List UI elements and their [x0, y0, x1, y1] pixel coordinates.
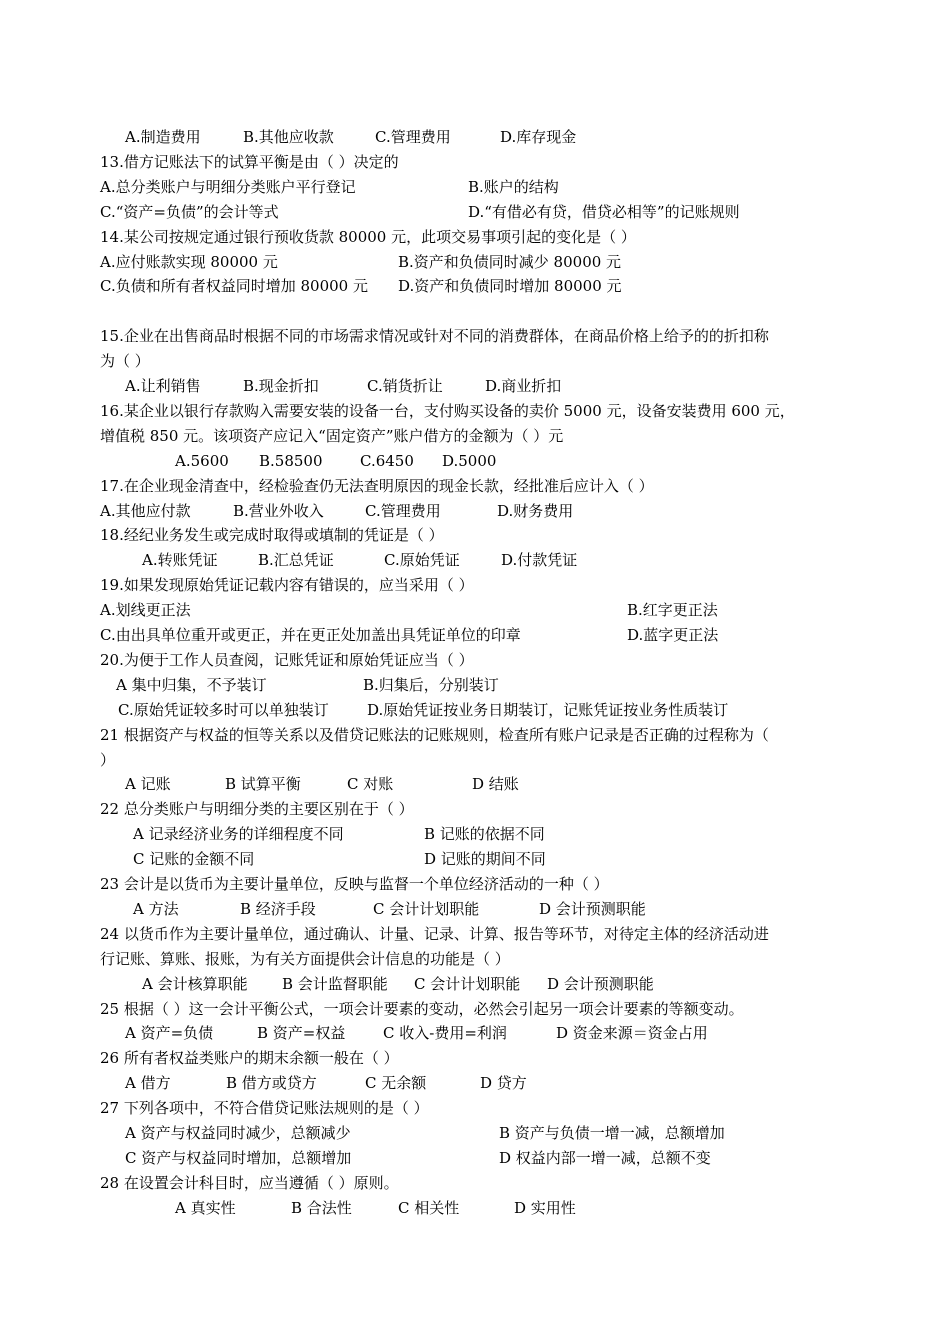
answer-option: B.汇总凭证	[258, 551, 334, 570]
question-text: 21 根据资产与权益的恒等关系以及借贷记账法的记账规则，检查所有账户记录是否正确的过程称为（	[100, 725, 769, 744]
answer-option: B 会计监督职能	[282, 974, 388, 993]
question-text: 18.经纪业务发生或完成时取得或填制的凭证是（ ）	[100, 526, 444, 545]
answer-option: A 资产=负债	[125, 1024, 214, 1043]
question-text: 27 下列各项中，不符合借贷记账法规则的是（ ）	[100, 1099, 429, 1118]
answer-option: C 会计计划职能	[414, 974, 521, 993]
answer-option: D.付款凭证	[501, 551, 578, 570]
answer-option: D 结账	[472, 775, 519, 794]
answer-option: B 借方或贷方	[226, 1074, 317, 1093]
answer-option: C.管理费用	[375, 128, 451, 146]
answer-option: C.原始凭证	[384, 551, 460, 570]
question-text: 15.企业在出售商品时根据不同的市场需求情况或针对不同的消费群体，在商品价格上给予的的折扣称	[100, 327, 769, 346]
answer-option: D 会计预测职能	[539, 899, 646, 918]
question-text: 28 在设置会计科目时，应当遵循（ ）原则。	[100, 1173, 399, 1192]
answer-option: D.商业折扣	[485, 377, 562, 395]
answer-option: D 资金来源＝资金占用	[556, 1024, 708, 1043]
answer-option: A.转账凭证	[142, 551, 218, 570]
answer-option: A.其他应付款	[100, 501, 191, 520]
answer-option: C 会计计划职能	[373, 899, 480, 918]
answer-option: A 方法	[133, 899, 179, 918]
answer-option: D 记账的期间不同	[424, 850, 546, 869]
answer-option: C.管理费用	[365, 501, 441, 520]
answer-option: A 记录经济业务的详细程度不同	[133, 825, 344, 844]
question-text: 14.某公司按规定通过银行预收货款 80000 元，此项交易事项引起的变化是（ ）	[100, 227, 636, 246]
answer-option: C.销货折让	[367, 377, 443, 395]
answer-option: A.制造费用	[125, 128, 201, 146]
answer-option: D.蓝字更正法	[627, 626, 719, 644]
answer-option: B.账户的结构	[468, 177, 559, 196]
question-text: 16.某企业以银行存款购入需要安装的设备一台，支付购买设备的卖价 5000 元，设备安装费用 600 元，	[100, 401, 795, 420]
question-text: ）	[100, 750, 116, 769]
answer-option: C 无余额	[365, 1074, 427, 1093]
answer-option: A.总分类账户与明细分类账户平行登记	[100, 177, 356, 196]
answer-option: A.应付账款实现 80000 元	[100, 252, 278, 271]
answer-option: A.5600	[175, 451, 229, 470]
answer-option: D.库存现金	[500, 128, 577, 146]
answer-option: B.其他应收款	[243, 128, 334, 146]
question-text: 24 以货币作为主要计量单位，通过确认、计量、记录、计算、报告等环节，对待定主体的经济活动进	[100, 924, 769, 943]
answer-option: B.58500	[259, 451, 323, 470]
answer-option: C 相关性	[398, 1198, 460, 1217]
answer-option: B 记账的依据不同	[424, 825, 545, 844]
answer-option: D 会计预测职能	[547, 974, 654, 993]
question-text: 19.如果发现原始凭证记载内容有错误的，应当采用（ ）	[100, 576, 474, 595]
answer-option: B 经济手段	[240, 899, 316, 918]
question-text: 为（ ）	[100, 352, 150, 371]
answer-option: B 试算平衡	[225, 775, 301, 794]
answer-option: B.营业外收入	[233, 501, 324, 520]
answer-option: A 借方	[125, 1074, 171, 1093]
answer-option: A 记账	[125, 775, 171, 794]
answer-option: B.归集后，分别装订	[363, 675, 499, 694]
answer-option: D 权益内部一增一减，总额不变	[499, 1148, 711, 1167]
question-text: 22 总分类账户与明细分类的主要区别在于（ ）	[100, 800, 414, 819]
question-text: 17.在企业现金清查中，经检验查仍无法查明原因的现金长款，经批准后应计入（ ）	[100, 476, 654, 495]
answer-option: C.负债和所有者权益同时增加 80000 元	[100, 277, 368, 296]
answer-option: A 集中归集，不予装订	[116, 675, 267, 694]
answer-option: B.现金折扣	[243, 377, 319, 395]
answer-option: D.“有借必有贷，借贷必相等”的记账规则	[468, 202, 740, 221]
answer-option: C 资产与权益同时增加，总额增加	[125, 1148, 352, 1167]
answer-option: D.资产和负债同时增加 80000 元	[398, 277, 622, 296]
question-text: 23 会计是以货币为主要计量单位，反映与监督一个单位经济活动的一种（ ）	[100, 875, 609, 893]
answer-option: A 真实性	[175, 1198, 236, 1217]
question-text: 26 所有者权益类账户的期末余额一般在（ ）	[100, 1049, 399, 1068]
question-text: 增值税 850 元。该项资产应记入“固定资产”账户借方的金额为（ ）元	[100, 426, 564, 445]
answer-option: A 资产与权益同时减少，总额减少	[125, 1124, 351, 1142]
question-text: 20.为便于工作人员查阅，记账凭证和原始凭证应当（ ）	[100, 650, 474, 669]
question-text: 25 根据（ ）这一会计平衡公式，一项会计要素的变动，必然会引起另一项会计要素的等额变动。	[100, 999, 744, 1018]
answer-option: C 收入-费用=利润	[383, 1024, 507, 1043]
answer-option: B.红字更正法	[627, 601, 718, 620]
answer-option: D.财务费用	[497, 501, 574, 520]
answer-option: C.“资产=负债”的会计等式	[100, 202, 279, 221]
answer-option: C.由出具单位重开或更正，并在更正处加盖出具凭证单位的印章	[100, 626, 521, 644]
answer-option: A 会计核算职能	[142, 974, 248, 993]
answer-option: B 资产与负债一增一减，总额增加	[499, 1124, 725, 1142]
answer-option: D 实用性	[514, 1198, 576, 1217]
question-text: 行记账、算账、报账，为有关方面提供会计信息的功能是（ ）	[100, 949, 510, 968]
answer-option: C 对账	[347, 775, 394, 794]
answer-option: B 合法性	[291, 1198, 352, 1217]
answer-option: C.原始凭证较多时可以单独装订	[118, 700, 329, 719]
answer-option: D.5000	[442, 451, 497, 470]
answer-option: B 资产=权益	[257, 1024, 346, 1043]
answer-option: A.让利销售	[125, 377, 201, 395]
question-text: 13.借方记账法下的试算平衡是由（ ）决定的	[100, 152, 399, 171]
answer-option: A.划线更正法	[100, 601, 191, 620]
answer-option: D 贷方	[480, 1074, 527, 1093]
answer-option: D.原始凭证按业务日期装订，记账凭证按业务性质装订	[367, 700, 729, 719]
answer-option: C.6450	[360, 451, 414, 470]
answer-option: B.资产和负债同时减少 80000 元	[398, 252, 622, 271]
answer-option: C 记账的金额不同	[133, 850, 255, 869]
